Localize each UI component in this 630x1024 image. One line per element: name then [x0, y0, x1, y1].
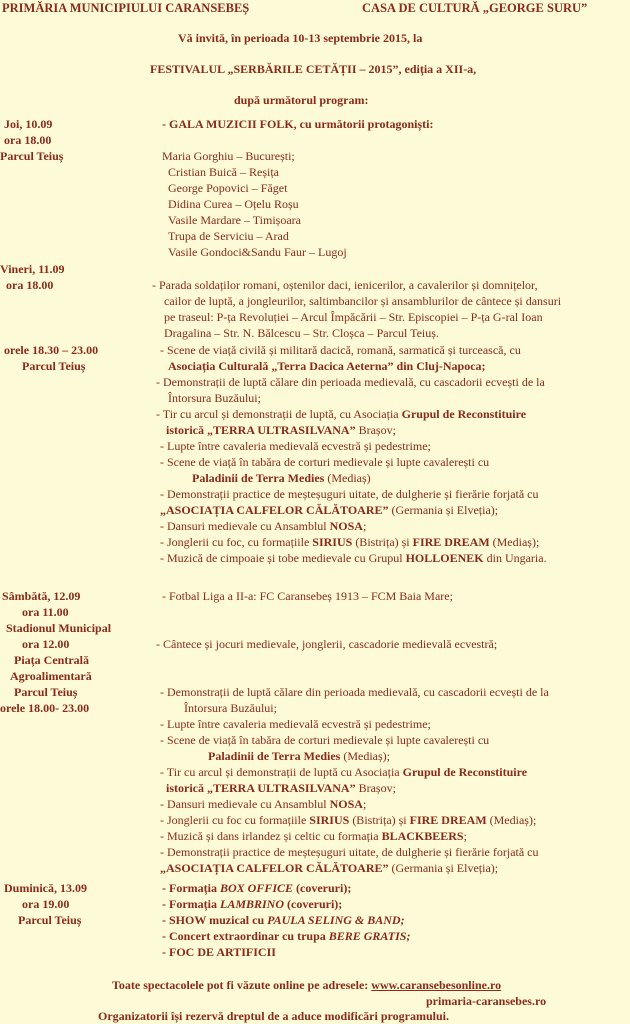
parade-line: - Parada soldaților romani, oștenilor daci, ienicerilor, a cavalerilor și domnițelor, [152, 278, 538, 292]
event-line: - Tir cu arcul și demonstrații de luptă, cu Asociația Grupul de Reconstituire [156, 407, 527, 421]
event-line: - FOC DE ARTIFICII [162, 945, 276, 959]
thursday-title: - GALA MUZICII FOLK, cu următorii protagoniști: [162, 117, 434, 131]
event-line: - Tir cu arcul și demonstrații de luptă cu Asociația Grupul de Reconstituire [160, 765, 528, 779]
event-line: - Muzică și dans irlandez și celtic cu formația BLACKBEERS; [160, 829, 467, 843]
thursday-day: Joi, 10.09 [4, 117, 53, 131]
friday-evening-time: orele 18.30 – 23.00 [4, 343, 99, 357]
online-note: Toate spectacolele pot fi văzute online pe adresele: www.caransebesonline.ro [112, 978, 502, 992]
event-line: - Dansuri medievale cu Ansamblul NOSA; [160, 797, 367, 811]
saturday-place: Piața Centrală [14, 653, 89, 667]
event-line: - Jonglerii cu foc, cu formațiile SIRIUS (Bistrița) și FIRE DREAM (Mediaș); [160, 535, 540, 549]
festival-title: FESTIVALUL „SERBĂRILE CETĂȚII – 2015”, ediția a XII-a, [150, 62, 477, 76]
event-line: - Jonglerii cu foc cu formațiile SIRIUS (Bistrița) și FIRE DREAM (Mediaș); [160, 813, 537, 827]
saturday-place: Agroalimentară [10, 669, 92, 683]
event-line: - Formația BOX OFFICE (coveruri); [162, 881, 352, 895]
event-line: „ASOCIAȚIA CALFELOR CĂLĂTOARE” (Germania și Elveția); [160, 861, 499, 875]
event-line: - Demonstrații practice de meșteșuguri uitate, de dulgherie și fierărie forjată cu [160, 845, 539, 859]
parade-line: cailor de luptă, a jongleurilor, saltimbancilor și ansamblurilor de cântece și dansuri [164, 294, 562, 308]
artist-item: George Popovici – Făget [168, 181, 288, 195]
event-line: - Demonstrații de luptă călare din perioada medievală, cu cascadorii ecvești de la [156, 375, 545, 389]
artist-item: Maria Gorghiu – București; [162, 149, 295, 163]
saturday-place: Parcul Teiuș [14, 685, 78, 699]
event-line: Paladinii de Terra Medies (Mediaș) [192, 471, 371, 485]
program-intro: după următorul program: [234, 93, 369, 107]
event-line: - Formația LAMBRINO (coveruri); [162, 897, 343, 911]
sunday-place: Parcul Teiuș [18, 913, 82, 927]
artist-item: Cristian Buică – Reșița [168, 165, 279, 179]
rights-note: Organizatorii își rezervă dreptul de a aduce modificări programului. [98, 1009, 449, 1023]
thursday-place: Parcul Teiuș [0, 149, 64, 163]
event-line: - Scene de viață în tabăra de corturi medievale și lupte cavalerești cu [160, 733, 490, 747]
sunday-day: Duminică, 13.09 [4, 881, 88, 895]
event-line: „ASOCIAȚIA CALFELOR CĂLĂTOARE” (Germania și Elveția); [160, 503, 499, 517]
event-line: - Lupte între cavaleria medievală ecvestră și pedestrime; [160, 717, 431, 731]
parade-line: pe traseul: P-ța Revoluției – Arcul Împăcării – Str. Episcopiei – P-ța G-ral Ioan [164, 310, 543, 324]
artist-item: Didina Curea – Oțelu Roșu [168, 197, 299, 211]
organizer-right: CASA DE CULTURĂ „GEORGE SURU” [362, 1, 588, 15]
event-line: - Scene de viață civilă și militară dacică, romană, sarmatică și turcească, cu [160, 343, 521, 357]
parade-line: Dragalina – Str. N. Bălcescu – Str. Cloșca – Parcul Teiuș. [164, 326, 439, 340]
event-line: - Muzică de cimpoaie și tobe medievale cu Grupul HOLLOENEK din Ungaria. [160, 551, 547, 565]
website-link-secondary[interactable]: primaria-caransebes.ro [426, 994, 547, 1008]
invitation-line: Vă invită, în perioada 10-13 septembrie 2015, la [178, 31, 423, 45]
artist-item: Vasile Gondoci&Sandu Faur – Lugoj [168, 245, 347, 259]
website-link[interactable]: www.caransebesonline.ro [371, 978, 502, 992]
event-line: Asociația Culturală „Terra Dacica Aeterna” din Cluj-Napoca; [168, 359, 486, 373]
saturday-time: orele 18.00- 23.00 [0, 701, 90, 715]
saturday-place: Stadionul Municipal [6, 621, 112, 635]
event-line: - Dansuri medievale cu Ansamblul NOSA; [160, 519, 367, 533]
event-line: Paladinii de Terra Medies (Mediaș); [208, 749, 390, 763]
event-line: - Concert extraordinar cu trupa BERE GRATIS; [162, 929, 411, 943]
thursday-time: ora 18.00 [4, 133, 52, 147]
event-line: - Fotbal Liga a II-a: FC Caransebeș 1913 – FCM Baia Mare; [162, 589, 453, 603]
artist-item: Vasile Mardare – Timișoara [168, 213, 301, 227]
event-line: istorică „TERRA ULTRASILVANA” Brașov; [166, 423, 396, 437]
sunday-time: ora 19.00 [22, 897, 70, 911]
event-line: - Cântece și jocuri medievale, jonglerii, cascadorie medievală ecvestră; [156, 637, 498, 651]
event-line: Întorsura Buzăului; [168, 391, 261, 405]
event-line: istorică „TERRA ULTRASILVANA” Brașov; [166, 781, 396, 795]
saturday-time: ora 11.00 [22, 605, 69, 619]
friday-evening-place: Parcul Teiuș [22, 359, 86, 373]
saturday-time: ora 12.00 [22, 637, 70, 651]
event-line: - Demonstrații practice de meșteșuguri uitate, de dulgherie și fierărie forjată cu [160, 487, 539, 501]
friday-time: ora 18.00 [6, 278, 54, 292]
saturday-day: Sâmbătă, 12.09 [2, 589, 81, 603]
event-line: - Demonstrații de luptă călare din perioada medievală, cu cascadorii ecvești de la [160, 685, 549, 699]
organizer-left: PRIMĂRIA MUNICIPIULUI CARANSEBEȘ [2, 1, 250, 15]
friday-day: Vineri, 11.09 [0, 262, 65, 276]
event-line: - Scene de viață în tabăra de corturi medievale și lupte cavalerești cu [160, 455, 490, 469]
event-line: Întorsura Buzăului; [184, 701, 277, 715]
artist-item: Trupa de Serviciu – Arad [168, 229, 289, 243]
event-line: - SHOW muzical cu PAULA SELING & BAND; [162, 913, 405, 927]
event-line: - Lupte între cavaleria medievală ecvestră și pedestrime; [160, 439, 431, 453]
